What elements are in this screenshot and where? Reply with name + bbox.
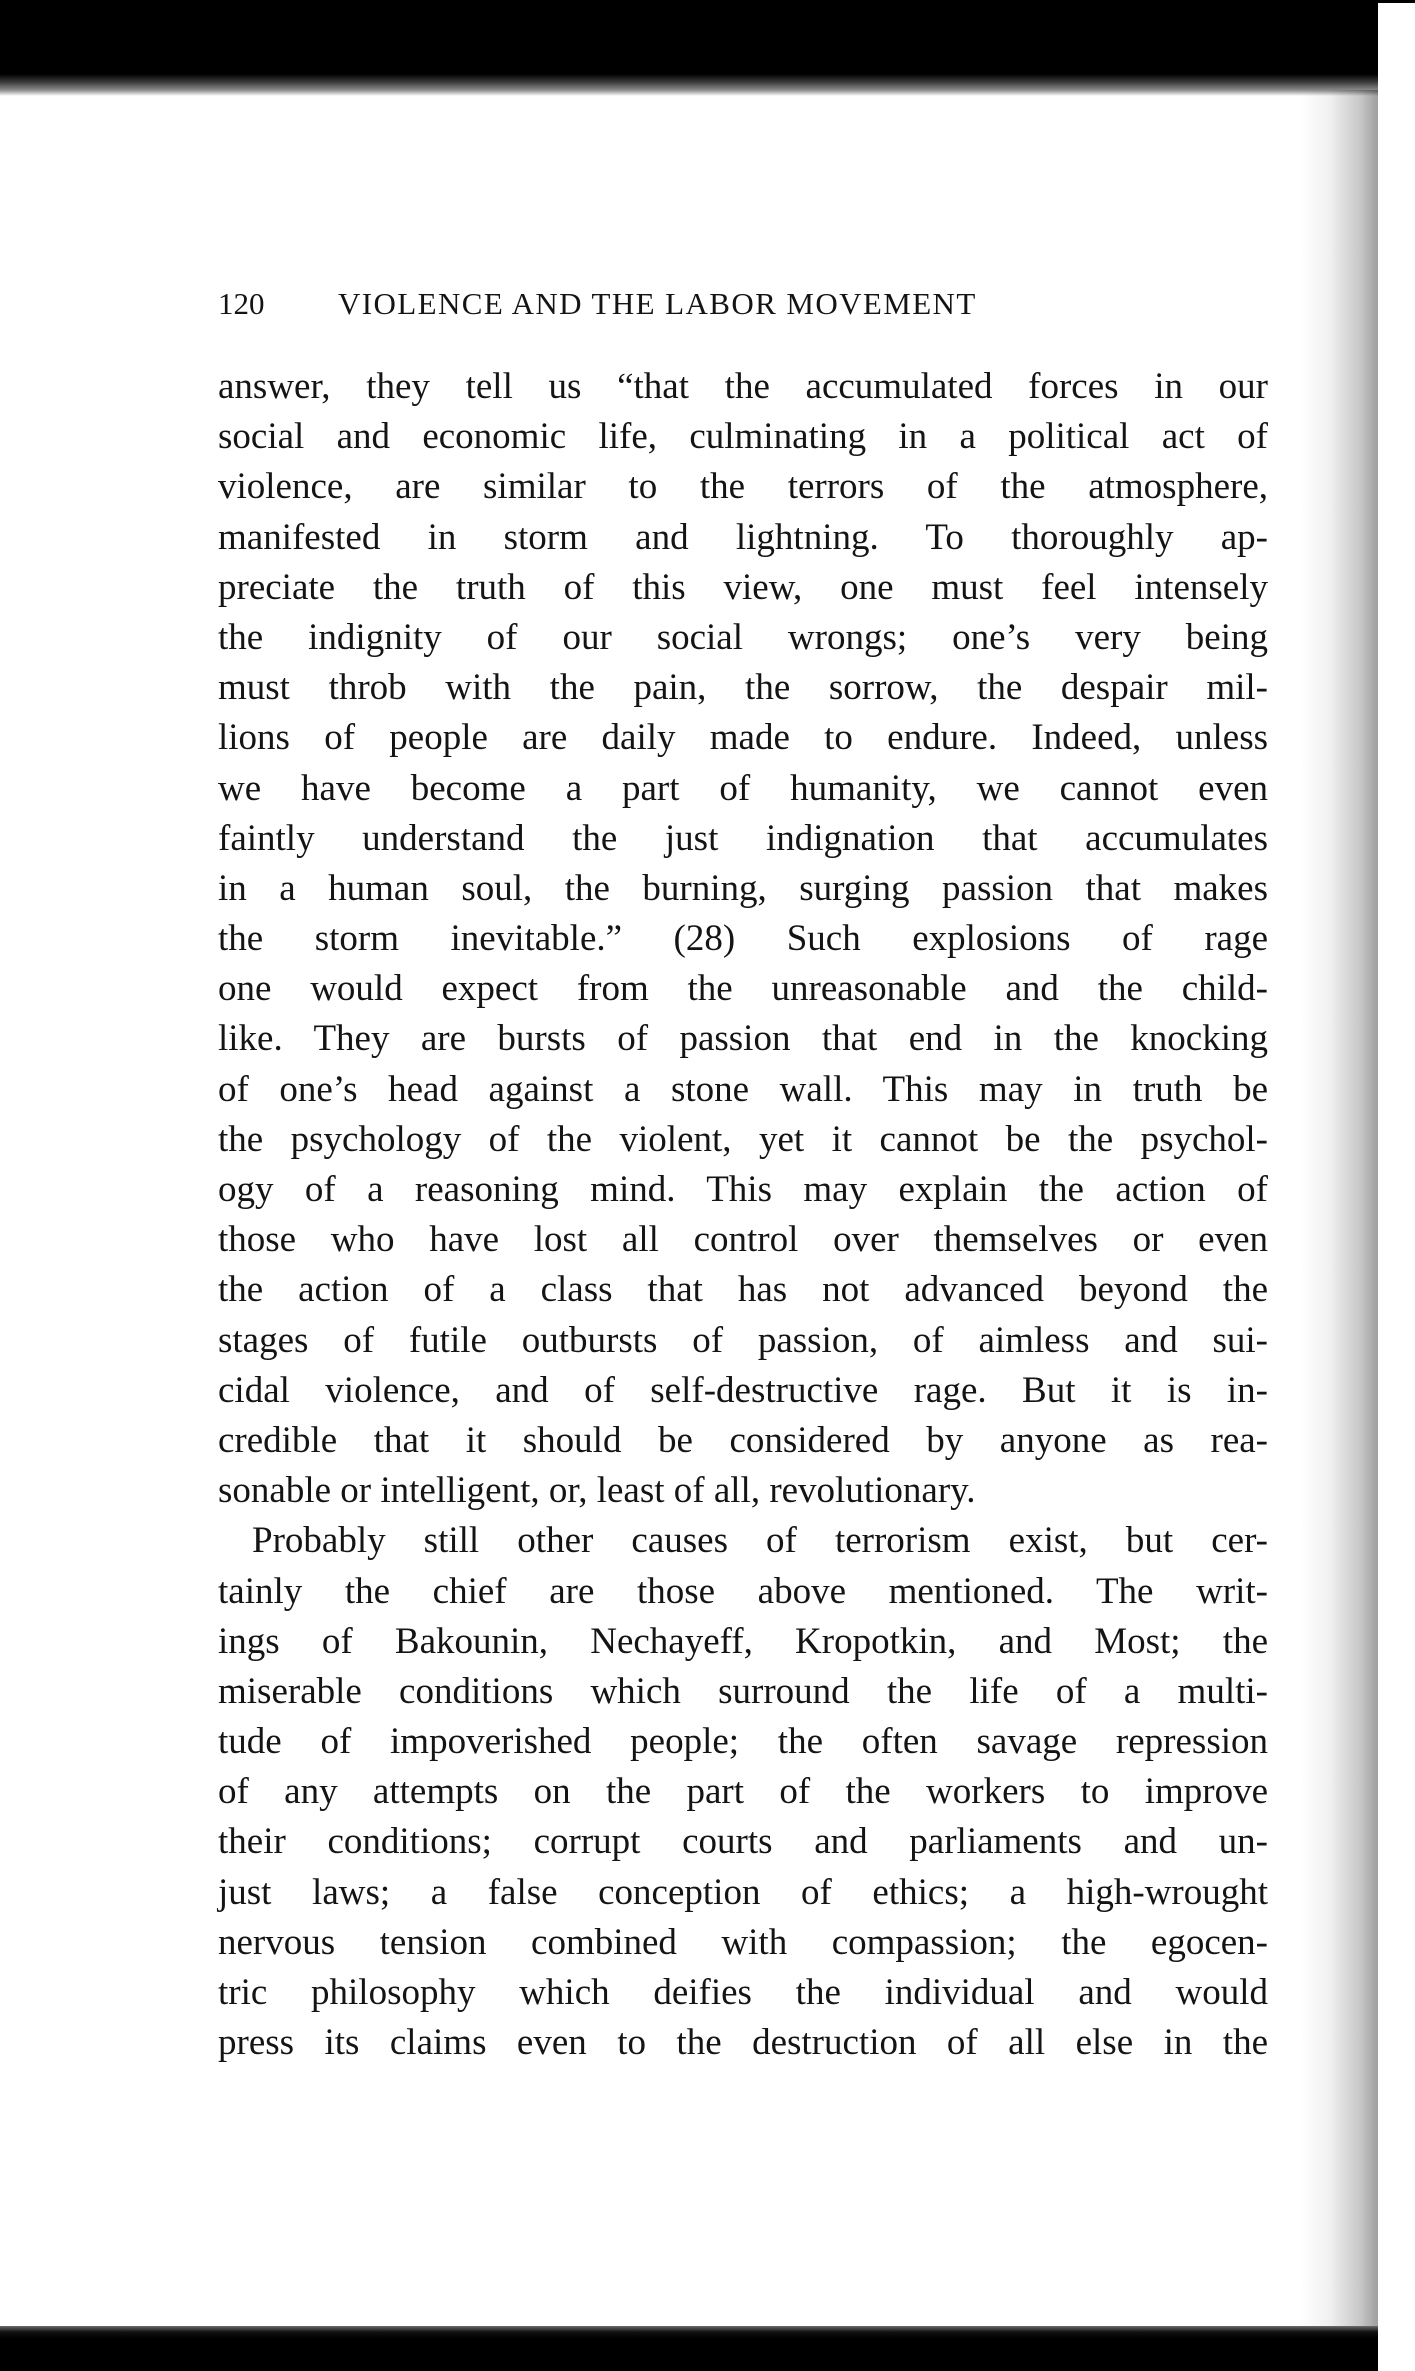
scan-top-border — [0, 0, 1378, 96]
text-line: violence, are similar to the terrors of the atmosphere, — [218, 466, 1268, 508]
text-line: in a human soul, the burning, surging passion that makes — [218, 867, 1268, 909]
text-line: manifested in storm and lightning. To thoroughly ap- — [218, 516, 1268, 558]
text-line: the indignity of our social wrongs; one’s very being — [218, 616, 1268, 658]
text-line: of any attempts on the part of the workers to improve — [218, 1771, 1268, 1813]
page-number: 120 — [218, 286, 265, 321]
text-line: cidal violence, and of self-destructive rage. But it is in- — [218, 1369, 1268, 1411]
text-line: just laws; a false conception of ethics; a high-wrought — [218, 1871, 1268, 1913]
body-text — [218, 362, 1268, 2068]
text-line: of one’s head against a stone wall. This may in truth be — [218, 1068, 1268, 1110]
text-line: press its claims even to the destruction of all else in the — [218, 2022, 1268, 2064]
text-line: miserable conditions which surround the life of a multi- — [218, 1670, 1268, 1712]
text-line: lions of people are daily made to endure. Indeed, unless — [218, 717, 1268, 759]
running-head — [218, 284, 977, 324]
text-line: we have become a part of humanity, we cannot even — [218, 767, 1268, 809]
text-line: nervous tension combined with compassion; the egocen- — [218, 1921, 1268, 1963]
running-title: VIOLENCE AND THE LABOR MOVEMENT — [338, 286, 977, 321]
scan-bottom-border — [0, 2326, 1378, 2371]
text-line: social and economic life, culminating in a political act of — [218, 416, 1268, 458]
paragraph — [218, 1516, 1268, 2068]
text-line: sonable or intelligent, or, least of all, revolutionary. — [218, 1470, 976, 1512]
text-line: the action of a class that has not advanced beyond the — [218, 1269, 1268, 1311]
text-line: their conditions; corrupt courts and parliaments and un- — [218, 1821, 1268, 1863]
text-line: ogy of a reasoning mind. This may explain the action of — [218, 1169, 1268, 1210]
text-line: the psychology of the violent, yet it cannot be the psychol- — [218, 1118, 1268, 1160]
text-line: those who have lost all control over themselves or even — [218, 1219, 1268, 1261]
text-line: like. They are bursts of passion that end in the knocking — [218, 1018, 1268, 1060]
text-line: the storm inevitable.” (28) Such explosions of rage — [218, 918, 1268, 960]
scan-top-edge — [1378, 0, 1415, 3]
text-line: preciate the truth of this view, one must feel intensely — [218, 566, 1268, 608]
text-line: faintly understand the just indignation that accumulates — [218, 817, 1268, 859]
text-line: ings of Bakounin, Nechayeff, Kropotkin, and Most; the — [218, 1620, 1268, 1662]
text-line: tric philosophy which deifies the individual and would — [218, 1972, 1268, 2013]
text-line: one would expect from the unreasonable and the child- — [218, 968, 1268, 1010]
page-gutter-shadow — [1300, 90, 1378, 2330]
text-line: answer, they tell us “that the accumulated forces in our — [218, 366, 1268, 407]
text-line: credible that it should be considered by anyone as rea- — [218, 1419, 1268, 1461]
paragraph — [218, 362, 1268, 1516]
text-line: tainly the chief are those above mentioned. The writ- — [218, 1570, 1268, 1612]
text-line: Probably still other causes of terrorism exist, but cer- — [252, 1520, 1268, 1562]
text-line: stages of futile outbursts of passion, of aimless and sui- — [218, 1319, 1268, 1361]
text-line: must throb with the pain, the sorrow, the despair mil- — [218, 667, 1268, 709]
text-line: tude of impoverished people; the often savage repression — [218, 1721, 1268, 1763]
